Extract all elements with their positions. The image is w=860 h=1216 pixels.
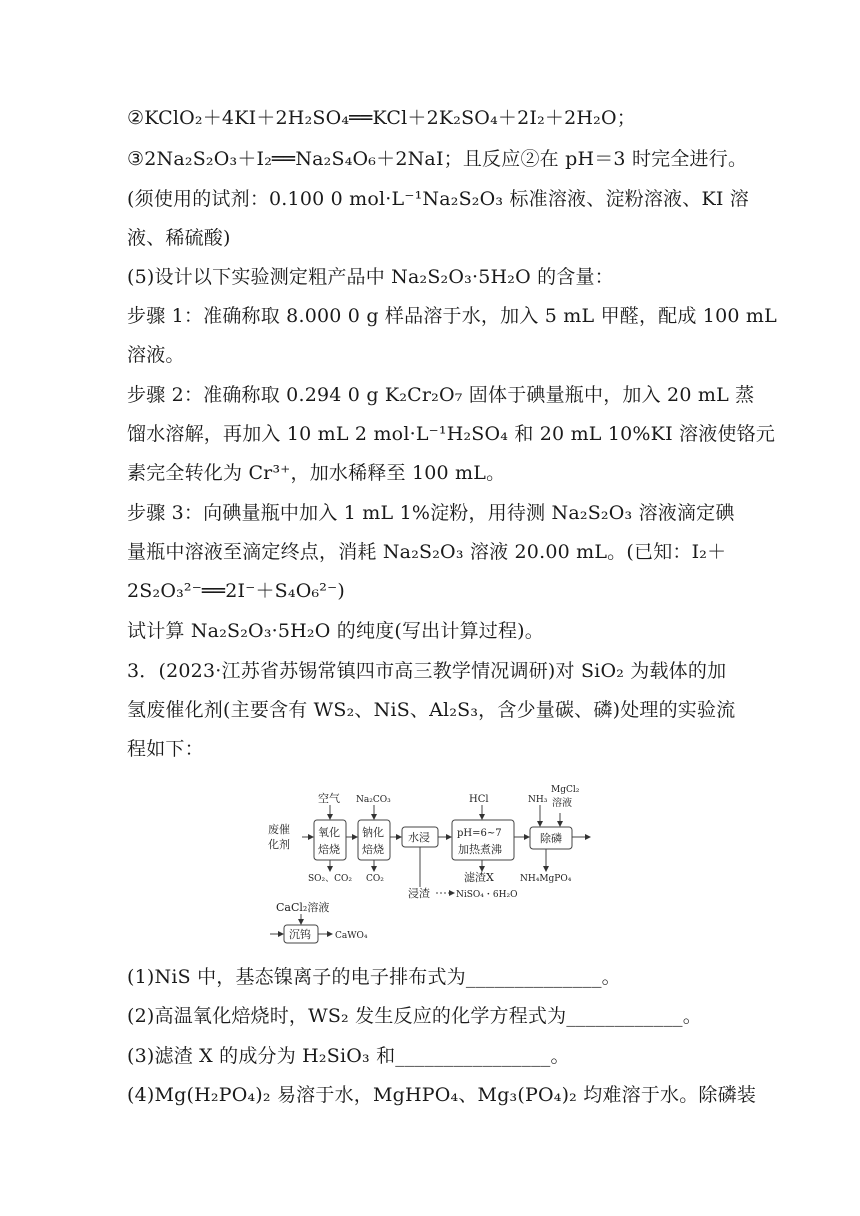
box3-label: 水浸 xyxy=(408,831,430,844)
question-3-line-1: 3．(2023·江苏省苏锡常镇四市高三教学情况调研)对 SiO₂ 为载体的加 xyxy=(127,660,727,682)
mgcl2-label: MgCl₂ xyxy=(551,785,580,795)
subquestion-3: (3)滤渣 X 的成分为 H₂SiO₃ 和________________。 xyxy=(127,1045,570,1067)
process-flow-diagram xyxy=(262,775,602,950)
question-3-line-2: 氢废催化剂(主要含有 WS₂、NiS、Al₂S₃，含少量碳、磷)处理的实验流 xyxy=(127,699,736,721)
question-5: (5)设计以下实验测定粗产品中 Na₂S₂O₃·5H₂O 的含量： xyxy=(127,266,614,288)
subquestion-2: (2)高温氧化焙烧时，WS₂ 发生反应的化学方程式为____________。 xyxy=(127,1005,702,1027)
box2-line-2: 焙烧 xyxy=(362,843,384,856)
subquestion-1: (1)NiS 中，基态镍离子的电子排布式为______________。 xyxy=(127,966,621,988)
hcl-label: HCl xyxy=(469,794,489,805)
box1-line-1: 氧化 xyxy=(318,826,340,839)
output-so2-co2: SO₂、CO₂ xyxy=(308,874,353,884)
step-3-line-2: 量瓶中溶液至滴定终点，消耗 Na₂S₂O₃ 溶液 20.00 mL。(已知：I₂＋ xyxy=(127,541,727,563)
step-3-line-3: 2S₂O₃²⁻══2I⁻＋S₄O₆²⁻) xyxy=(127,580,345,602)
box4-line-2: 加热煮沸 xyxy=(458,843,502,856)
subquestion-4: (4)Mg(H₂PO₄)₂ 易溶于水，MgHPO₄、Mg₃(PO₄)₂ 均难溶于水。除磷装 xyxy=(127,1084,757,1106)
equation-3: ③2Na₂S₂O₃＋I₂══Na₂S₄O₆＋2NaI；且反应②在 pH＝3 时完全进行。 xyxy=(127,148,748,170)
feed-label-2: 化剂 xyxy=(268,838,290,851)
step-1-line-1: 步骤 1：准确称取 8.000 0 g 样品溶于水，加入 5 mL 甲醛，配成 100 mL xyxy=(127,305,777,327)
niso4-label: NiSO₄・6H₂O xyxy=(456,890,518,900)
step-2-line-3: 素完全转化为 Cr³⁺，加水稀释至 100 mL。 xyxy=(127,462,506,484)
box2-line-1: 钠化 xyxy=(362,826,384,839)
equation-2: ②KClO₂＋4KI＋2H₂SO₄══KCl＋2K₂SO₄＋2I₂＋2H₂O； xyxy=(127,107,636,129)
na2co3-label: Na₂CO₃ xyxy=(356,795,391,805)
output-nh4mgpo4: NH₄MgPO₄ xyxy=(520,874,572,884)
box1-line-2: 焙烧 xyxy=(318,843,340,856)
question-3-line-3: 程如下： xyxy=(127,738,204,760)
step-2-line-1: 步骤 2：准确称取 0.294 0 g K₂Cr₂O₇ 固体于碘量瓶中，加入 20 mL 蒸 xyxy=(127,384,755,406)
reagents-line-1: (须使用的试剂：0.100 0 mol·L⁻¹Na₂S₂O₃ 标准溶液、淀粉溶液、KI 溶 xyxy=(127,188,749,210)
nh3-label: NH₃ xyxy=(528,795,548,805)
air-label: 空气 xyxy=(318,792,340,805)
output-co2: CO₂ xyxy=(366,874,384,884)
feed-label-1: 废催 xyxy=(268,823,290,836)
output-residue-x: 滤渣X xyxy=(464,871,494,884)
step-2-line-2: 馏水溶解，再加入 10 mL 2 mol·L⁻¹H₂SO₄ 和 20 mL 10%KI 溶液使铬元 xyxy=(127,423,776,445)
cacl2-label: CaCl₂溶液 xyxy=(276,901,330,914)
step-1-line-2: 溶液。 xyxy=(127,344,185,366)
box5-label: 除磷 xyxy=(540,832,562,845)
mgcl2-solution-label: 溶液 xyxy=(552,798,572,809)
step-3-line-1: 步骤 3：向碘量瓶中加入 1 mL 1%淀粉，用待测 Na₂S₂O₃ 溶液滴定碘 xyxy=(127,502,735,524)
box6-label: 沉钨 xyxy=(289,928,311,941)
leach-residue-label: 浸渣 xyxy=(408,887,430,900)
calc-request: 试计算 Na₂S₂O₃·5H₂O 的纯度(写出计算过程)。 xyxy=(127,620,544,642)
reagents-line-2: 液、稀硫酸) xyxy=(127,227,231,249)
cawo4-label: CaWO₄ xyxy=(335,931,368,941)
box4-line-1: pH=6~7 xyxy=(457,828,502,839)
